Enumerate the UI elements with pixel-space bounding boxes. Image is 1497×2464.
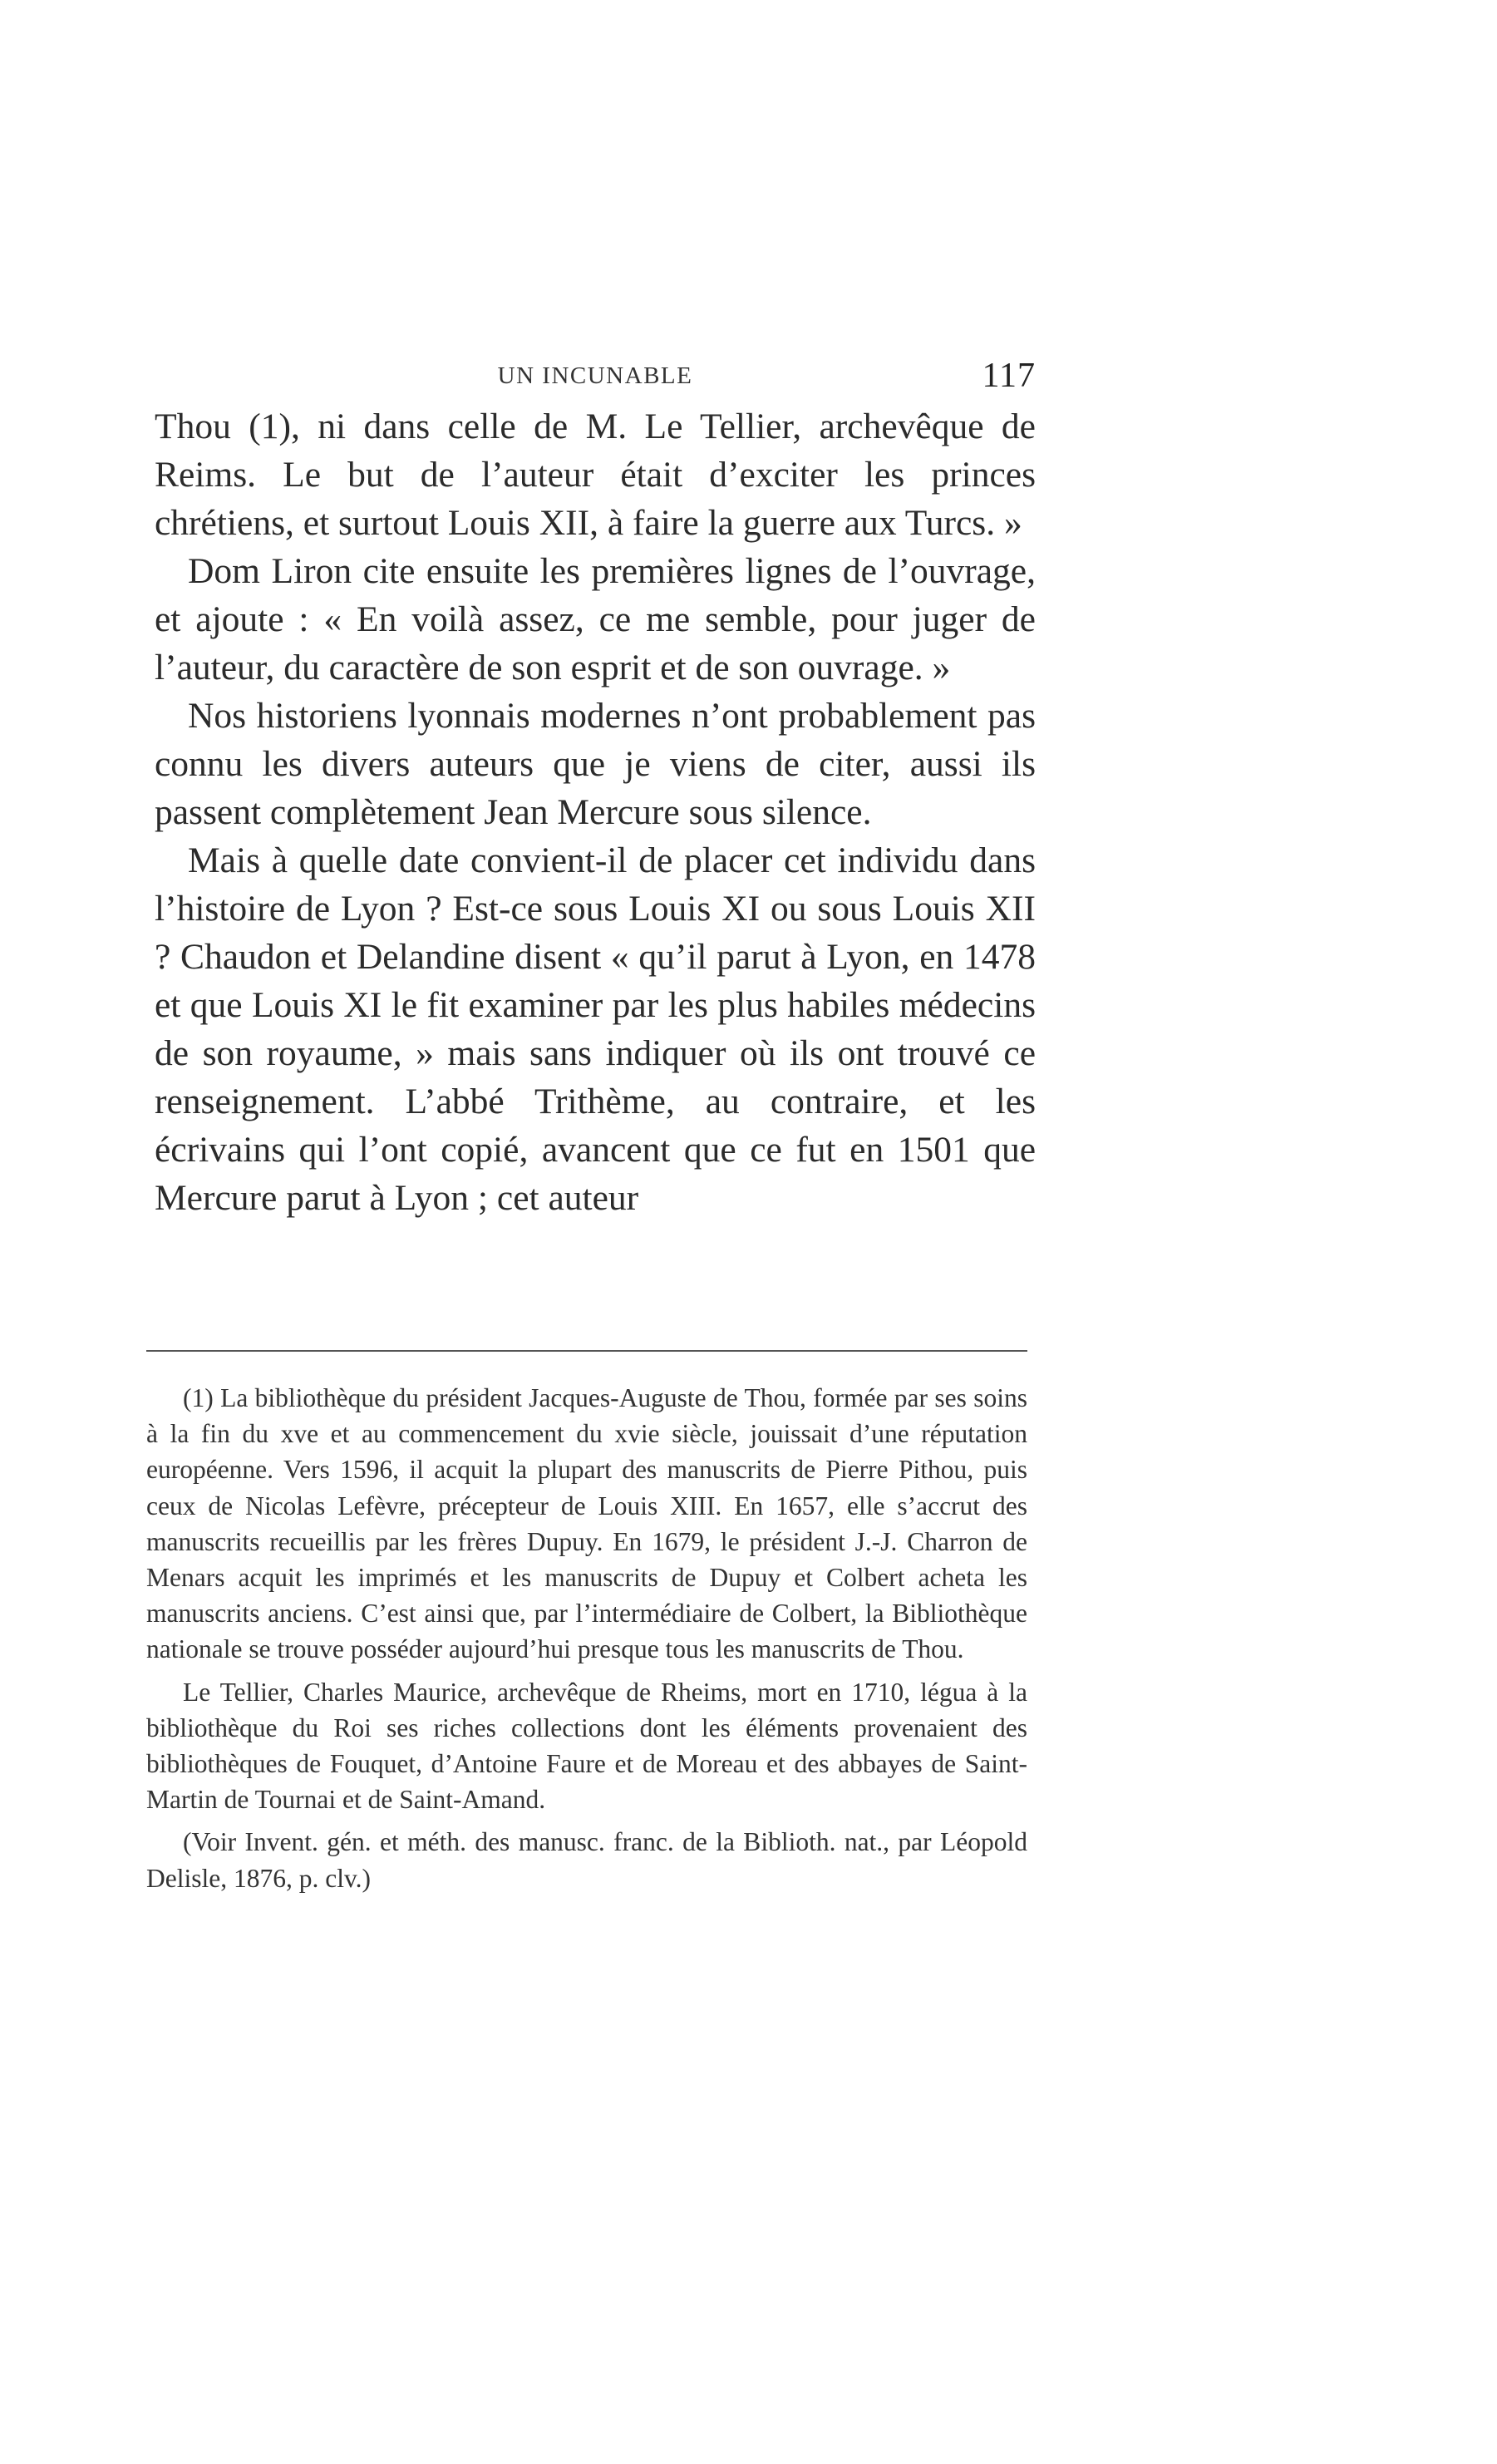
footnote-separator bbox=[146, 1350, 1027, 1352]
running-head bbox=[155, 356, 1036, 406]
footnote-reference: (Voir Invent. gén. et méth. des manusc. franc. de la Biblioth. nat., par Léopold Delisle, 1876, p. clv.) bbox=[146, 1827, 1027, 1893]
page-number: 117 bbox=[982, 357, 1036, 395]
footnote-continuation: Le Tellier, Charles Maurice, archevêque de Rheims, mort en 1710, légua à la bibliothèque du Roi ses riches collections dont les éléments provenaient des bibliothèques de Fouquet, d’Antoine Faure et de Moreau et des abbayes de Saint-Martin de Tournai et de Saint-Amand. bbox=[146, 1677, 1027, 1815]
paragraph: Dom Liron cite ensuite les premières lignes de l’ouvrage, et ajoute : « En voilà assez, ce me semble, pour juger de l’auteur, du caractère de son esprit et de son ouvrage. » bbox=[155, 551, 1036, 687]
paragraph: Nos historiens lyonnais modernes n’ont probablement pas connu les divers auteurs que je viens de citer, aussi ils passent complètement Jean Mercure sous silence. bbox=[155, 696, 1036, 832]
footnote-1: (1) La bibliothèque du président Jacques-Auguste de Thou, formée par ses soins à la fin du xve et au commencement du xvie siècle, jouissait d’une réputation européenne. Vers 1596, il acquit la plupart des manuscrits de Pierre Pithou, puis ceux de Nicolas Lefèvre, précepteur de Louis XIII. En 1657, elle s’accrut des manuscrits recueillis par les frères Dupuy. En 1679, le président J.-J. Charron de Menars acquit les imprimés et les manuscrits de Dupuy et Colbert acheta les manuscrits anciens. C’est ainsi que, par l’intermédiaire de Colbert, la Bibliothèque nationale se trouve posséder aujourd’hui presque tous les manuscrits de Thou. bbox=[146, 1383, 1027, 1664]
main-text bbox=[155, 402, 1036, 1222]
paragraph-continuation: Thou (1), ni dans celle de M. Le Tellier, archevêque de Reims. Le but de l’auteur était d’exciter les princes chrétiens, et surtout Louis XII, à faire la guerre aux Turcs. » bbox=[155, 407, 1036, 543]
paragraph: Mais à quelle date convient-il de placer cet individu dans l’histoire de Lyon ? Est-ce sous Louis XI ou sous Louis XII ? Chaudon et Delandine disent « qu’il parut à Lyon, en 1478 et que Louis XI le fit examiner par les plus habiles médecins de son royaume, » mais sans indiquer où ils ont trouvé ce renseignement. L’abbé Trithème, au contraire, et les écrivains qui l’ont copié, avancent que ce fut en 1501 que Mercure parut à Lyon ; cet auteur bbox=[155, 840, 1036, 1218]
footnotes bbox=[146, 1380, 1027, 1896]
running-title: UN INCUNABLE bbox=[497, 362, 693, 389]
